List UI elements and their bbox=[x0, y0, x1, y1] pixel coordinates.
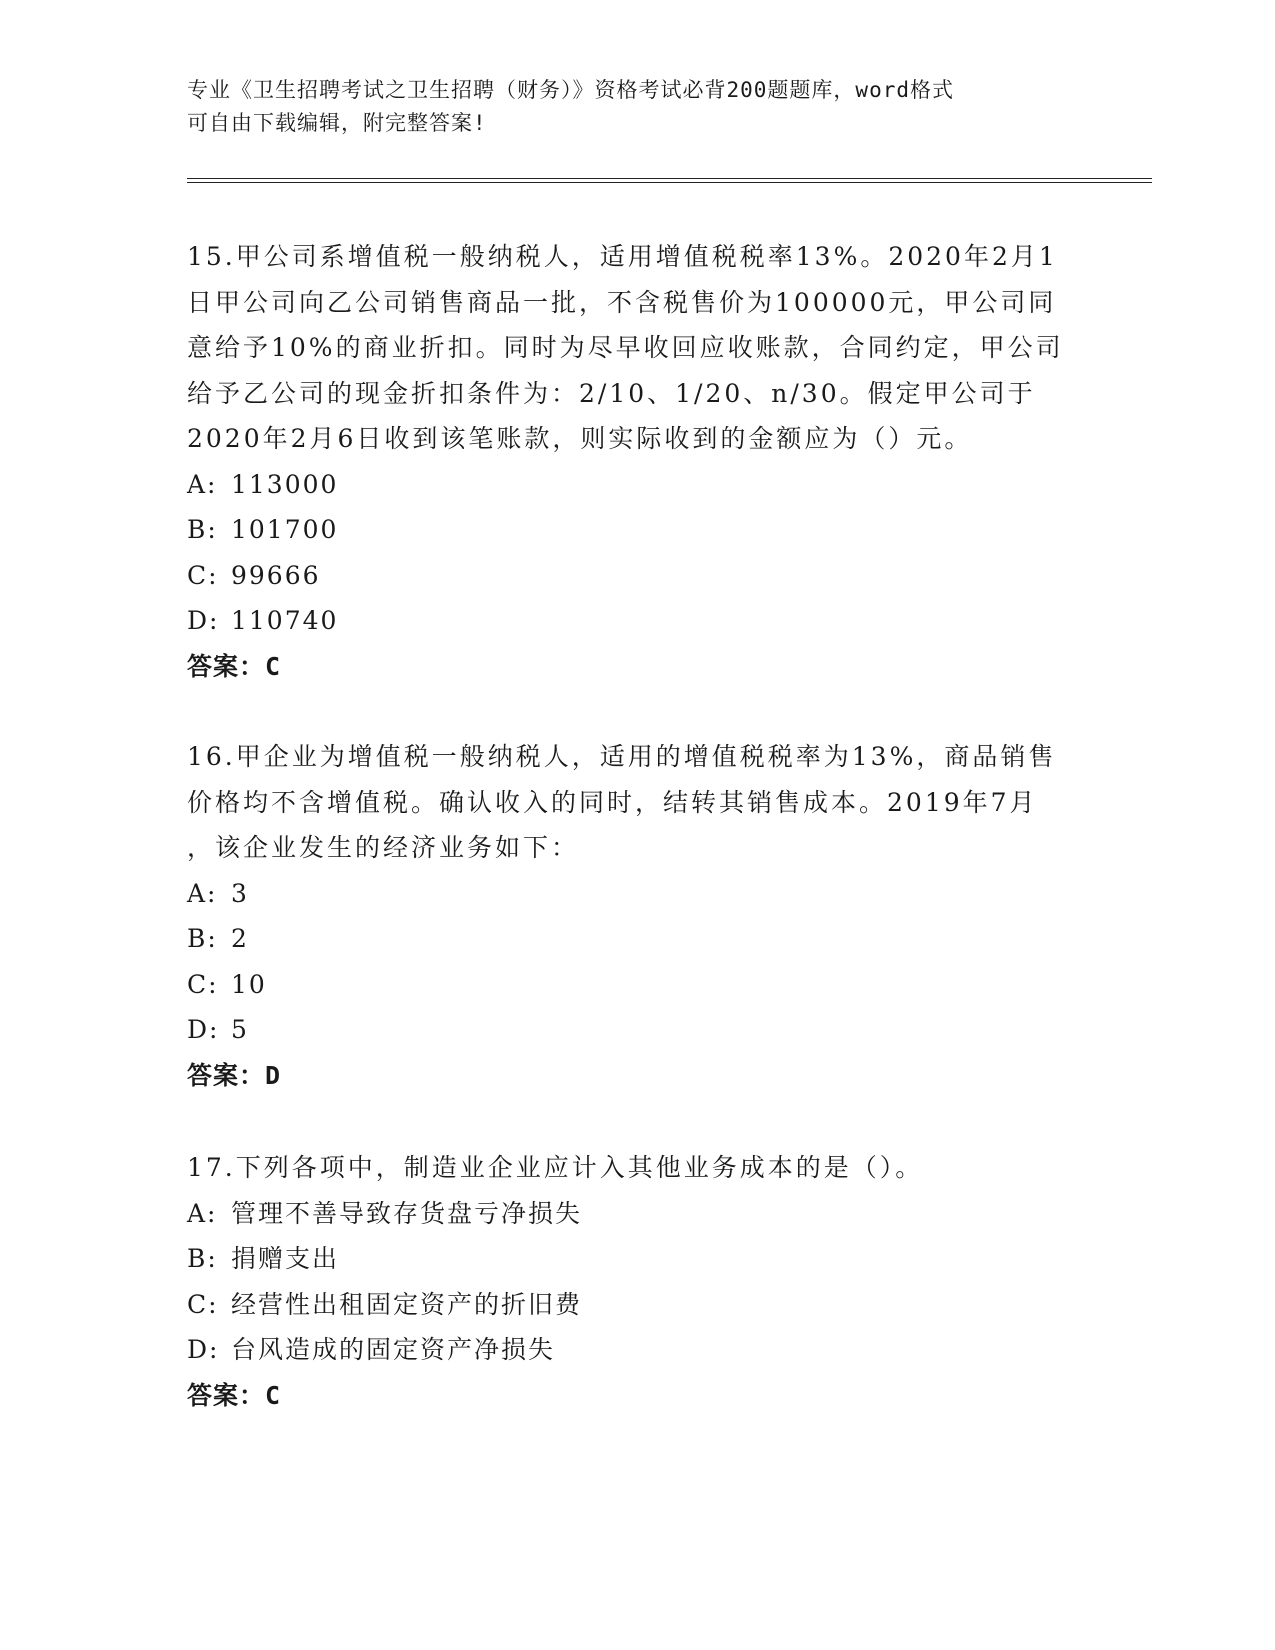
stem-line: ，该企业发生的经济业务如下： bbox=[187, 833, 580, 862]
stem-line: 给予乙公司的现金折扣条件为：2/10、1/20、n/30。假定甲公司于 bbox=[187, 378, 1036, 408]
option-letter: C: bbox=[187, 560, 219, 590]
stem-line: 意给予10%的商业折扣。同时为尽早收回应收账款，合同约定，甲公司 bbox=[187, 333, 1064, 362]
option-b bbox=[187, 1236, 1087, 1282]
question-16 bbox=[187, 734, 1087, 1098]
option-letter: A: bbox=[187, 878, 218, 908]
option-d bbox=[187, 598, 1087, 644]
option-text: 113000 bbox=[231, 469, 339, 499]
stem-line: 17.下列各项中，制造业企业应计入其他业务成本的是（）。 bbox=[187, 1153, 924, 1182]
option-text: 经营性出租固定资产的折旧费 bbox=[231, 1289, 583, 1319]
header-divider bbox=[187, 178, 1152, 183]
option-a bbox=[187, 462, 1087, 508]
stem-line: 价格均不含增值税。确认收入的同时，结转其销售成本。2019年7月 bbox=[187, 787, 1038, 817]
stem-line: 16.甲企业为增值税一般纳税人，适用的增值税税率为13%，商品销售 bbox=[187, 742, 1057, 771]
stem-line: 15.甲公司系增值税一般纳税人，适用增值税税率13%。2020年2月1 bbox=[187, 242, 1058, 271]
option-text: 10 bbox=[231, 969, 267, 999]
option-letter: D: bbox=[187, 1335, 220, 1364]
answer-line: 答案：D bbox=[187, 1060, 282, 1090]
option-text: 2 bbox=[231, 924, 249, 953]
option-text: 110740 bbox=[231, 606, 339, 635]
option-a bbox=[187, 871, 1087, 917]
document-header bbox=[187, 74, 1087, 140]
option-letter: A: bbox=[187, 1198, 218, 1228]
option-a bbox=[187, 1191, 1087, 1237]
option-text: 捐赠支出 bbox=[231, 1244, 340, 1273]
option-text: 5 bbox=[231, 1015, 249, 1044]
option-c bbox=[187, 553, 1087, 599]
option-text: 3 bbox=[231, 878, 249, 908]
option-c bbox=[187, 1282, 1087, 1328]
option-text: 台风造成的固定资产净损失 bbox=[231, 1335, 556, 1364]
option-letter: B: bbox=[187, 515, 218, 544]
question-15 bbox=[187, 234, 1087, 689]
question-17 bbox=[187, 1145, 1087, 1418]
option-text: 管理不善导致存货盘亏净损失 bbox=[231, 1198, 583, 1228]
option-d bbox=[187, 1007, 1087, 1053]
stem-line: 2020年2月6日收到该笔账款，则实际收到的金额应为（）元。 bbox=[187, 424, 973, 453]
option-b bbox=[187, 916, 1087, 962]
answer-line: 答案：C bbox=[187, 651, 282, 681]
option-letter: A: bbox=[187, 469, 218, 499]
stem-line: 日甲公司向乙公司销售商品一批，不含税售价为100000元，甲公司同 bbox=[187, 287, 1057, 317]
header-line-2: 可自由下载编辑，附完整答案! bbox=[187, 111, 487, 135]
option-letter: C: bbox=[187, 969, 219, 999]
option-letter: C: bbox=[187, 1289, 219, 1319]
header-line-1: 专业《卫生招聘考试之卫生招聘（财务）》资格考试必背200题题库，word格式 bbox=[187, 78, 954, 102]
option-text: 99666 bbox=[231, 560, 321, 590]
option-letter: B: bbox=[187, 1244, 218, 1273]
option-text: 101700 bbox=[231, 515, 339, 544]
question-stem bbox=[187, 1145, 1087, 1191]
option-letter: B: bbox=[187, 924, 218, 953]
option-b bbox=[187, 507, 1087, 553]
answer-line: 答案：C bbox=[187, 1380, 282, 1410]
option-letter: D: bbox=[187, 1015, 220, 1044]
option-d bbox=[187, 1327, 1087, 1373]
option-c bbox=[187, 962, 1087, 1008]
question-stem bbox=[187, 734, 1087, 871]
option-letter: D: bbox=[187, 606, 220, 635]
question-stem bbox=[187, 234, 1087, 462]
